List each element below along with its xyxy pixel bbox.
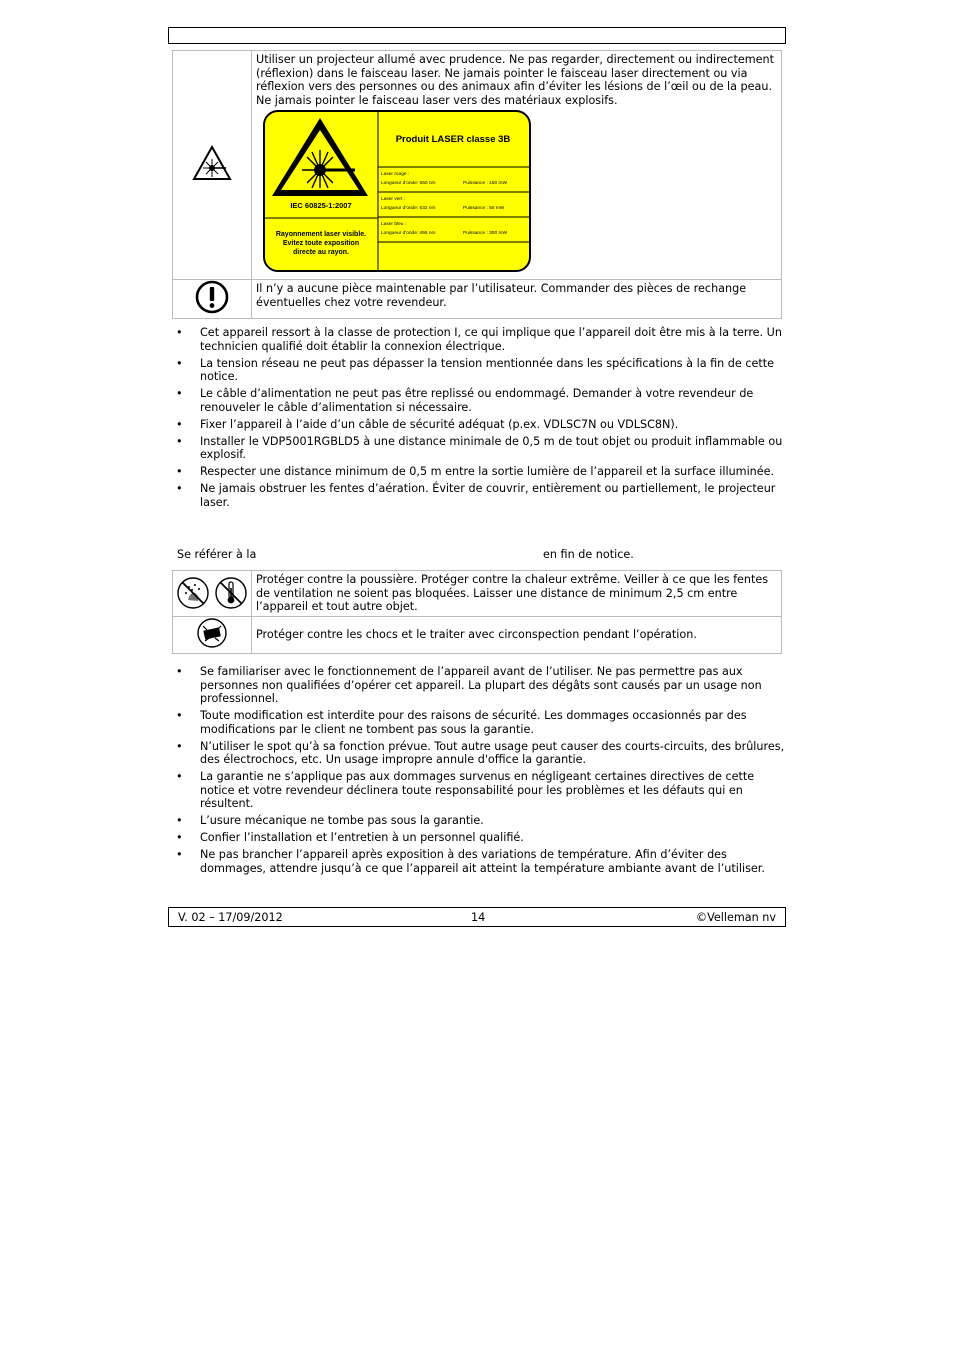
- list-item: • Confier l’installation et l’entretien à un personnel qualifié.: [176, 831, 786, 845]
- list-item: • Ne jamais obstruer les fentes d’aération. Éviter de couvrir, entièrement ou partiellement, le projecteur laser.: [176, 482, 786, 509]
- list-item: • L’usure mécanique ne tombe pas sous la garantie.: [176, 814, 786, 828]
- list-item: • Installer le VDP5001RGBLD5 à une distance minimale de 0,5 m de tout objet ou produit inflammable ou explosif.: [176, 435, 786, 462]
- icon-cell: [173, 616, 252, 653]
- label-warning-line2: Evitez toute exposition: [282, 240, 360, 247]
- icon-cell: [173, 280, 252, 319]
- table-row: [173, 51, 782, 280]
- text-cell: [252, 280, 782, 319]
- green-laser-power: Puissance : 50 mW: [463, 206, 505, 211]
- refer-text-end: en fin de notice.: [543, 548, 634, 561]
- icon-cell: [173, 571, 252, 617]
- laser-warning-icon: [192, 145, 232, 181]
- list-item: • Ne pas brancher l’appareil après exposition à des variations de température. Afin d’éviter des dommages, attendre jusqu’à ce que l’appareil ait atteint la température ambiante avant de l’utiliser.: [176, 848, 786, 875]
- page-footer: [168, 907, 786, 927]
- exclamation-icon: [194, 280, 230, 314]
- blue-laser-wavelength: Longueur d'onde: 455 nm: [381, 231, 436, 236]
- list-item: • Se familiariser avec le fonctionnement de l’appareil avant de l’utiliser. Ne pas permettre pas aux personnes non qualifiées d’opérer cet appareil. La plupart des dégâts sont causés par un usage non professionnel.: [176, 665, 786, 706]
- list-item: • Respecter une distance minimum de 0,5 m entre la sortie lumière de l’appareil et la surface illuminée.: [176, 465, 786, 479]
- shock-icon: [195, 617, 229, 649]
- label-standard: IEC 60825-1:2007: [290, 201, 352, 210]
- laser-caution-text: Utiliser un projecteur allumé avec prudence. Ne pas regarder, directement ou indirectement (réflexion) dans le faisceau laser. Ne jamais pointer le faisceau laser directement ou via réflexion vers des personnes ou des animaux afin d’éviter les lésions de l’œil ou de la peau. Ne jamais pointer le faisceau laser vers des matériaux explosifs.: [256, 53, 774, 107]
- text-cell: [252, 616, 782, 653]
- list-item: • N’utiliser le spot qu’à sa fonction prévue. Tout autre usage peut causer des courts-circuits, des brûlures, des électrochocs, etc. Un usage impropre annule d'office la garantie.: [176, 740, 786, 767]
- icon-cell: [173, 51, 252, 280]
- blue-laser-name: Laser bleu :: [381, 222, 407, 227]
- page-header-box: [168, 27, 786, 44]
- table-row: [173, 616, 782, 653]
- refer-text-start: Se référer à la: [177, 548, 257, 561]
- dust-heat-text: Protéger contre la poussière. Protéger contre la chaleur extrême. Veiller à ce que les fentes de ventilation ne soient pas bloquées. Laisser une distance de minimum 2,5 cm entre l’appareil et tout autre objet.: [256, 573, 769, 613]
- list-item: • Fixer l’appareil à l’aide d’un câble de sécurité adéquat (p.ex. VDLSC7N ou VDLSC8N).: [176, 418, 786, 432]
- red-laser-name: Laser rouge :: [381, 172, 410, 177]
- label-warning-line3: directe au rayon.: [292, 249, 350, 256]
- footer-version: V. 02 – 17/09/2012: [178, 911, 283, 924]
- environment-table: [172, 570, 782, 654]
- maintenance-text: Il n’y a aucune pièce maintenable par l’utilisateur. Commander des pièces de rechange éventuelles chez votre revendeur.: [256, 282, 747, 309]
- list-item: • Le câble d’alimentation ne peut pas être replissé ou endommagé. Demander à votre revendeur de renouveler le câble d’alimentation si nécessaire.: [176, 387, 786, 414]
- table-row: [173, 571, 782, 617]
- list-item: • La garantie ne s’applique pas aux dommages survenus en négligeant certaines directives de cette notice et votre revendeur déclinera toute responsabilité pour les problèmes et les défauts qui en résultent.: [176, 770, 786, 811]
- laser-class-label: [263, 110, 531, 272]
- shock-text: Protéger contre les chocs et le traiter avec circonspection pendant l’opération.: [256, 627, 697, 641]
- red-laser-power: Puissance : 150 mW: [463, 181, 507, 186]
- laser-warning-table: [172, 50, 782, 319]
- safety-bullet-list: [176, 326, 786, 513]
- footer-page-number: 14: [471, 911, 486, 924]
- label-warning-line1: Rayonnement laser visible.: [275, 231, 367, 238]
- text-cell: [252, 51, 782, 280]
- general-bullet-list: [176, 665, 786, 879]
- dust-icon: [176, 576, 210, 610]
- red-laser-wavelength: Longueur d'onde: 650 nm: [381, 181, 436, 186]
- list-item: • Toute modification est interdite pour des raisons de sécurité. Les dommages occasionnés par des modifications par le client ne tombent pas sous la garantie.: [176, 709, 786, 736]
- footer-copyright: ©Velleman nv: [695, 911, 776, 924]
- list-item: • La tension réseau ne peut pas dépasser la tension mentionnée dans les spécifications à la fin de cette notice.: [176, 357, 786, 384]
- green-laser-name: Laser vert :: [381, 197, 405, 202]
- label-title: Produit LASER classe 3B: [395, 134, 511, 145]
- green-laser-wavelength: Longueur d'onde: 532 nm: [381, 206, 436, 211]
- heat-thermometer-icon: [214, 576, 248, 610]
- blue-laser-power: Puissance : 300 mW: [463, 231, 507, 236]
- text-cell: [252, 571, 782, 617]
- table-row: [173, 280, 782, 319]
- list-item: • Cet appareil ressort à la classe de protection I, ce qui implique que l’appareil doit être mis à la terre. Un technicien qualifié doit établir la connexion électrique.: [176, 326, 786, 353]
